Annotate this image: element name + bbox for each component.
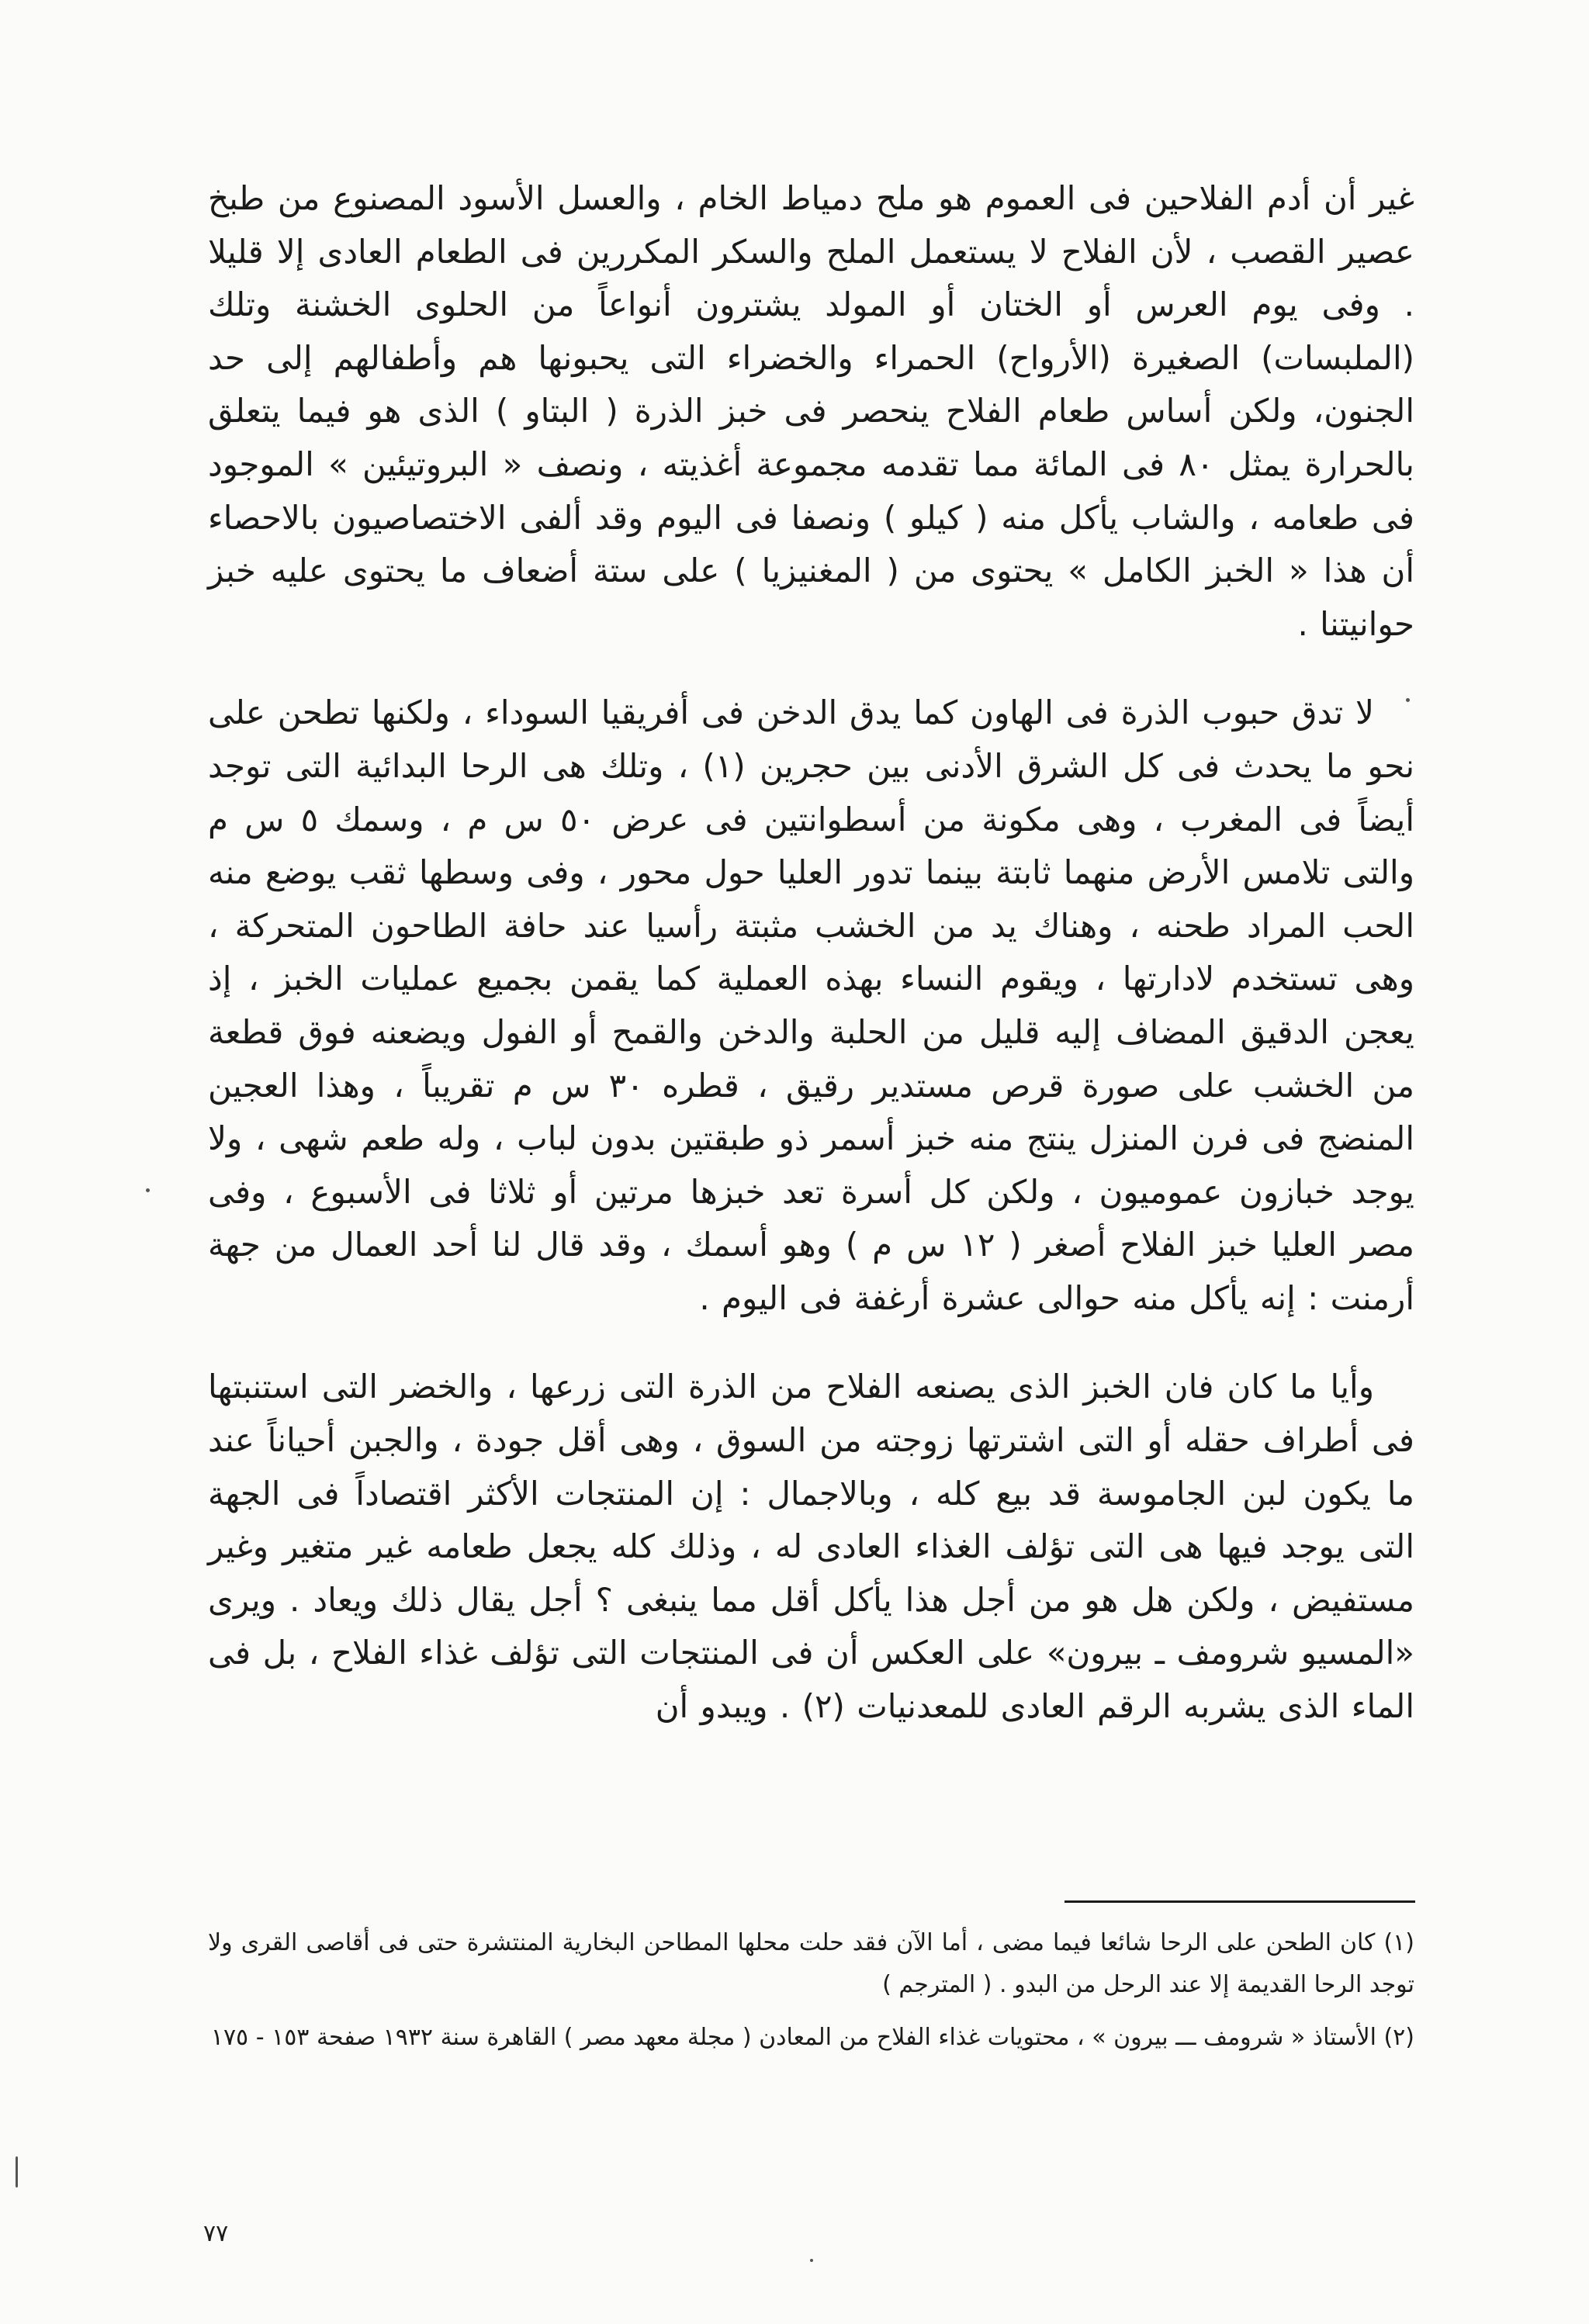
footnote-2: (٢) الأستاذ « شرومف ـــ بيرون » ، محتويات غذاء الفلاح من المعادن ( مجلة معهد مصر ) القاهرة سنة ١٩٣٢ صفحة ١٥٣ - ١٧٥: [210, 2024, 1414, 2051]
footnotes: [208, 1922, 1414, 2070]
scan-speck: [146, 1188, 150, 1192]
scan-speck: [16, 2156, 18, 2187]
scan-speck: [1406, 698, 1410, 702]
paragraph-1: غير أن أدم الفلاحين فى العموم هو ملح دمياط الخام ، والعسل الأسود المصنوع من طبخ عصير القصب ، لأن الفلاح لا يستعمل الملح والسكر المكررين فى الطعام العادى إلا قليلا . وفى يوم العرس أو الختان أو المولد يشترون أنواعاً من الحلوى الخشنة وتلك (الملبسات) الصغيرة (الأرواح) الحمراء والخضراء التى يحبونها هم وأطفالهم إلى حد الجنون، ولكن أساس طعام الفلاح ينحصر فى خبز الذرة ( البتاو ) الذى هو فيما يتعلق بالحرارة يمثل ٨٠ فى المائة مما تقدمه مجموعة أغذيته ، ونصف « البروتيئين » الموجود فى طعامه ، والشاب يأكل منه ( كيلو ) ونصفا فى اليوم وقد ألفى الاختصاصيون بالاحصاء أن هذا « الخبز الكامل » يحتوى من ( المغنيزيا ) على ستة أضعاف ما يحتوى عليه خبز حوانيتنا .: [208, 179, 1414, 643]
paragraph-3: وأيا ما كان فان الخبز الذى يصنعه الفلاح من الذرة التى زرعها ، والخضر التى استنبتها فى أطراف حقله أو التى اشترتها زوجته من السوق ، وهى أقل جودة ، والجبن أحياناً عند ما يكون لبن الجاموسة قد بيع كله ، وبالاجمال : إن المنتجات الأكثر اقتصاداً فى الجهة التى يوجد فيها هى التى تؤلف الغذاء العادى له ، وذلك كله يجعل طعامه غير متغير وغير مستفيض ، ولكن هل هو من أجل هذا يأكل أقل مما ينبغى ؟ أجل يقال ذلك ويعاد . ويرى «المسيو شرومف ـ بيرون» على العكس أن فى المنتجات التى تؤلف غذاء الفلاح ، بل فى الماء الذى يشربه الرقم العادى للمعدنيات (٢) . ويبدو أن: [208, 1368, 1414, 1726]
page-number: ٧٧: [203, 2220, 229, 2247]
scan-speck: [810, 2259, 813, 2262]
body-text: [208, 172, 1414, 1769]
paragraph-2: لا تدق حبوب الذرة فى الهاون كما يدق الدخن فى أفريقيا السوداء ، ولكنها تطحن على نحو ما يحدث فى كل الشرق الأدنى بين حجرين (١) ، وتلك هى الرحا البدائية التى توجد أيضاً فى المغرب ، وهى مكونة من أسطوانتين فى عرض ٥٠ س م ، وسمك ٥ س م والتى تلامس الأرض منهما ثابتة بينما تدور العليا حول محور ، وفى وسطها ثقب يوضع منه الحب المراد طحنه ، وهناك يد من الخشب مثبتة رأسيا عند حافة الطاحون المتحركة ، وهى تستخدم لادارتها ، ويقوم النساء بهذه العملية كما يقمن بجميع عمليات الخبز ، إذ يعجن الدقيق المضاف إليه قليل من الحلبة والدخن والقمح أو الفول ويضعنه فوق قطعة من الخشب على صورة قرص مستدير رقيق ، قطره ٣٠ س م تقريباً ، وهذا العجين المنضج فى فرن المنزل ينتج منه خبز أسمر ذو طبقتين بدون لباب ، وله طعم شهى ، ولا يوجد خبازون عموميون ، ولكن كل أسرة تعد خبزها مرتين أو ثلاثا فى الأسبوع ، وفى مصر العليا خبز الفلاح أصغر ( ١٢ س م ) وهو أسمك ، وقد قال لنا أحد العمال من جهة أرمنت : إنه يأكل منه حوالى عشرة أرغفة فى اليوم .: [208, 693, 1415, 1317]
footnote-divider: [1065, 1900, 1415, 1903]
footnote-1: (١) كان الطحن على الرحا شائعا فيما مضى ، أما الآن فقد حلت محلها المطاحن البخارية المنتشرة حتى فى أقاصى القرى ولا توجد الرحا القديمة إلا عند الرحل من البدو . ( المترجم ): [208, 1929, 1414, 1998]
